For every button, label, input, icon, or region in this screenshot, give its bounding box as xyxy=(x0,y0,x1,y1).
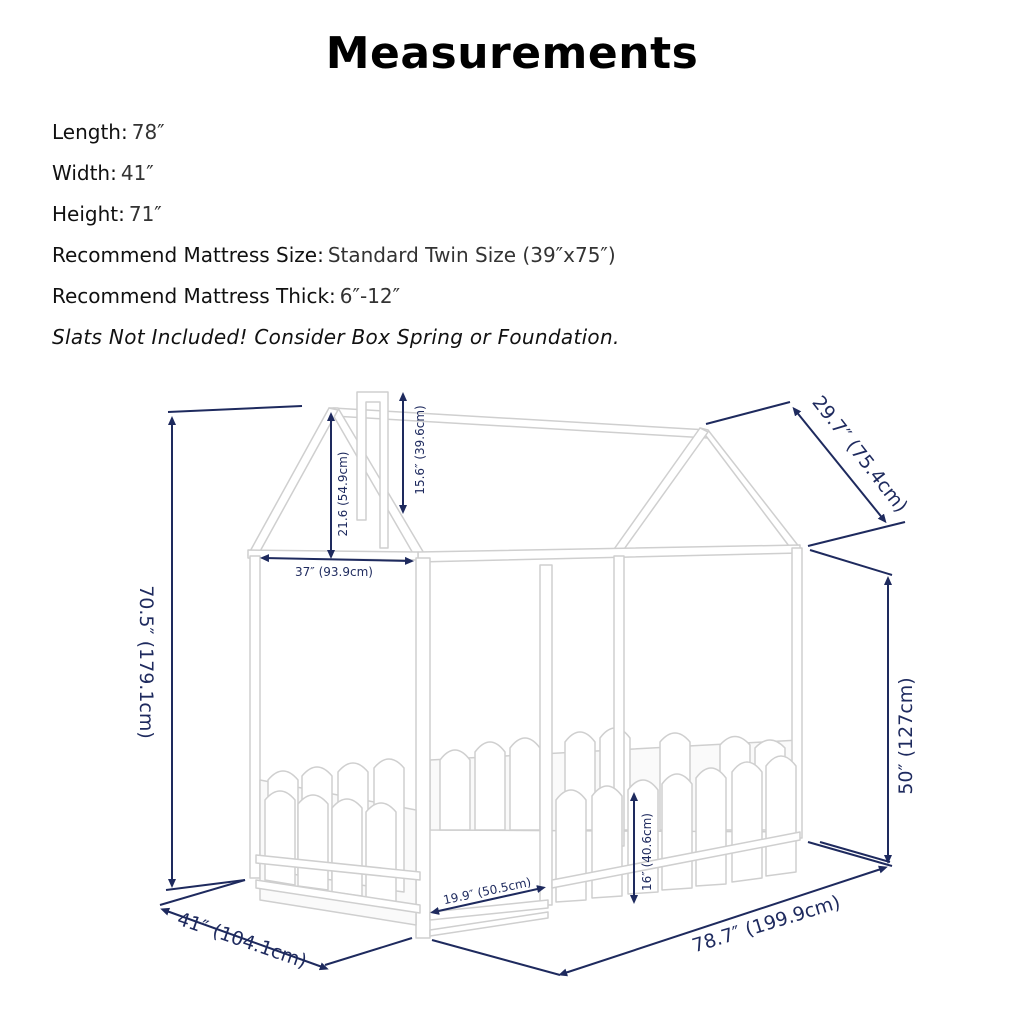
spec-label: Recommend Mattress Thick: xyxy=(52,284,336,308)
page-title: Measurements xyxy=(325,28,699,79)
spec-label: Recommend Mattress Size: xyxy=(52,243,324,267)
spec-value: 6″-12″ xyxy=(339,284,401,308)
spec-label: Width: xyxy=(52,161,117,185)
roof-peak-height-label: 21.6 (54.9cm) xyxy=(336,451,350,537)
spec-value: 78″ xyxy=(131,120,165,144)
width-label: 41″ (104.1cm) xyxy=(174,907,310,973)
spec-value: Standard Twin Size (39″x75″) xyxy=(327,243,616,267)
chimney-height-label: 15.6″ (39.6cm) xyxy=(413,405,427,495)
slats-note: Slats Not Included! Consider Box Spring or Foundation. xyxy=(52,325,620,349)
length-label: 78.7″ (199.9cm) xyxy=(689,891,843,958)
post-height-label: 50″ (127cm) xyxy=(895,677,917,795)
spec-value: 71″ xyxy=(128,202,162,226)
spec-value: 41″ xyxy=(120,161,154,185)
fence-height-label: 16″ (40.6cm) xyxy=(640,813,654,891)
total-height-label: 70.5″ (179.1cm) xyxy=(135,585,157,739)
roof-depth-label: 29.7″ (75.4cm) xyxy=(807,391,912,517)
opening-width-label: 19.9″ (50.5cm) xyxy=(441,874,533,908)
roof-width-label: 37″ (93.9cm) xyxy=(295,565,373,579)
spec-label: Length: xyxy=(52,120,128,144)
spec-label: Height: xyxy=(52,202,125,226)
